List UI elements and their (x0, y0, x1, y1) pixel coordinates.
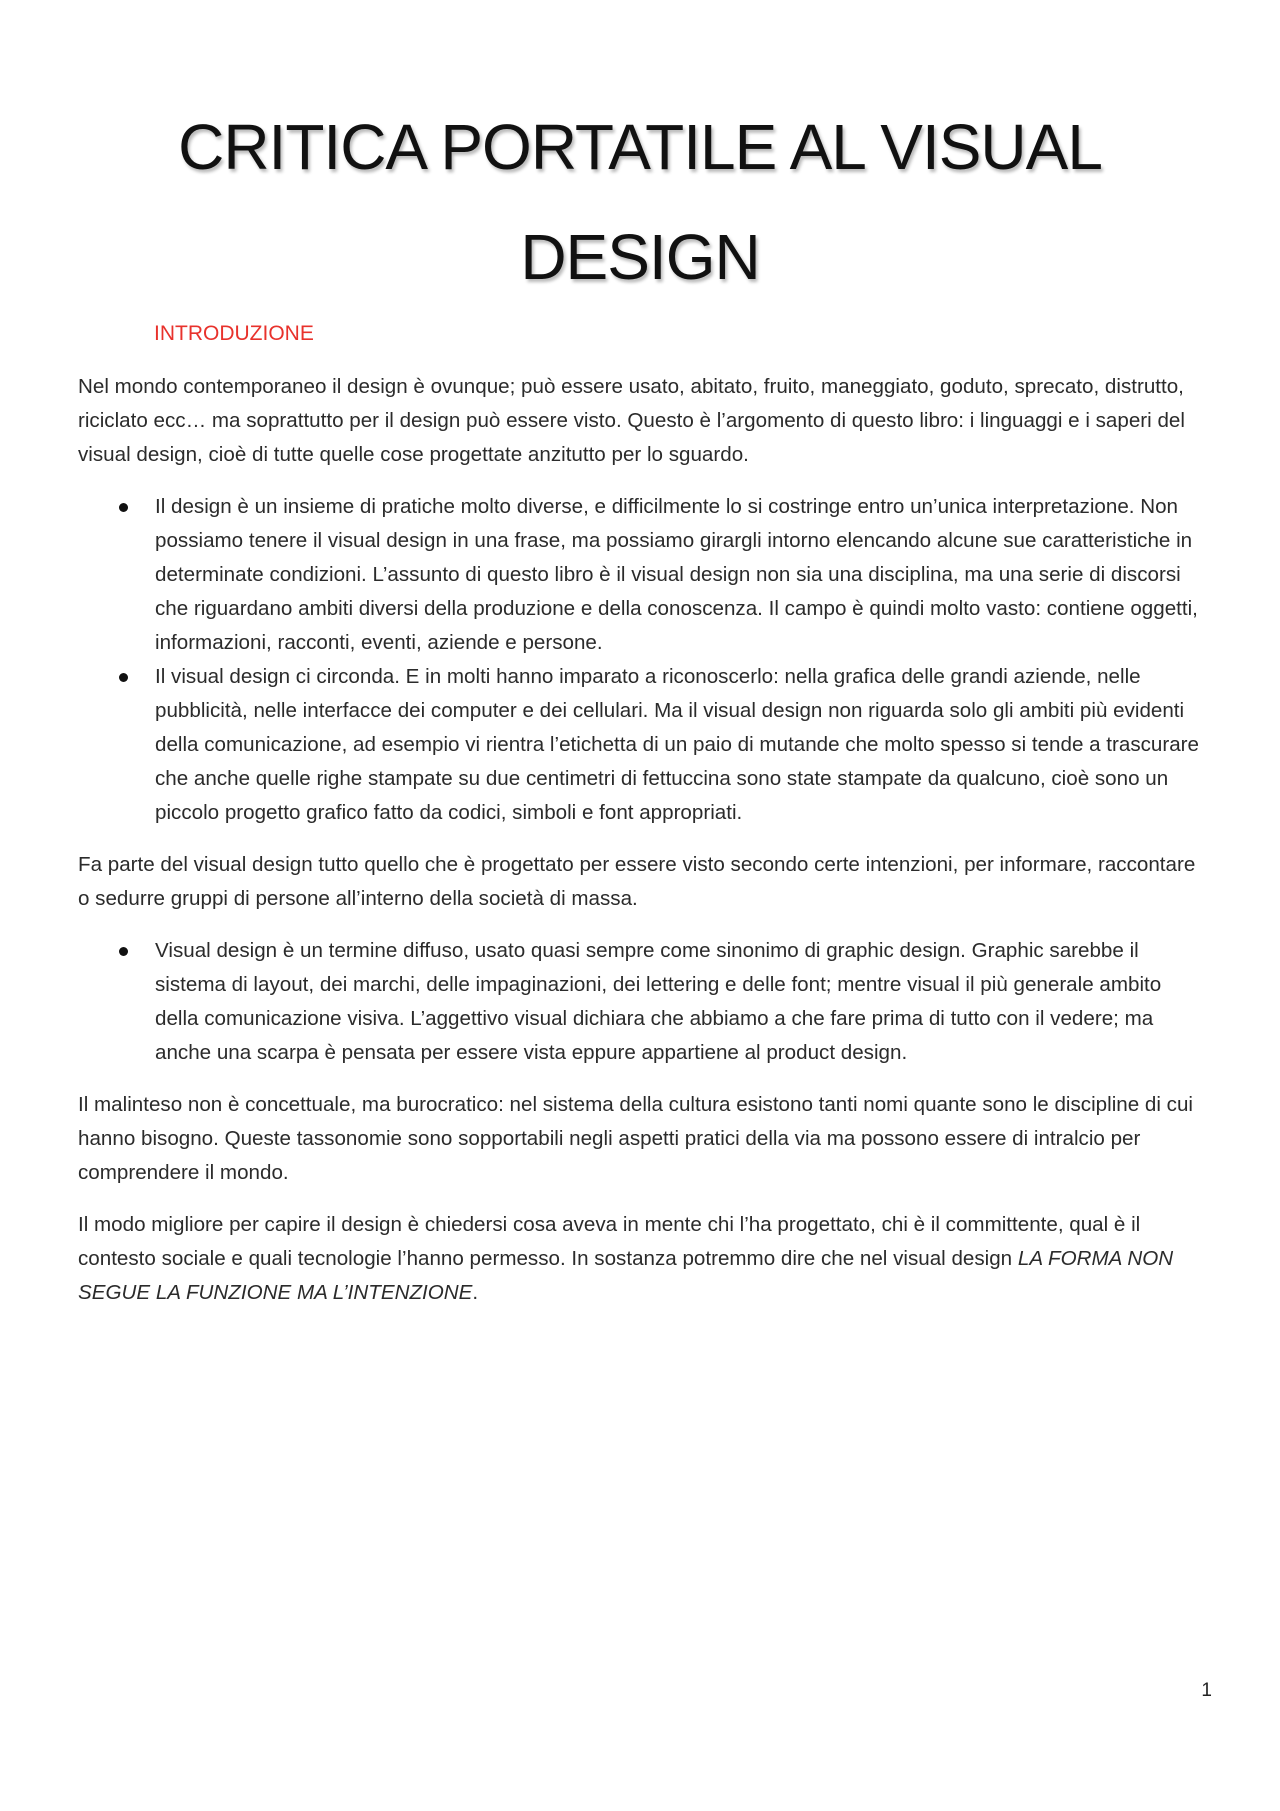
title-line-1: CRITICA PORTATILE AL VISUAL (178, 111, 1102, 183)
paragraph-1: Nel mondo contemporaneo il design è ovunque; può essere usato, abitato, fruito, maneggiato, goduto, sprecato, distrutto, riciclato ecc… ma soprattutto per il design può essere visto. Questo è l’argomento di questo libro: i linguaggi e i saperi del visual design, cioè di tutte quelle cose progettate anzitutto per lo sguardo. (78, 375, 1185, 466)
paragraph-4 (78, 1208, 1208, 1310)
paragraph-3: Il malinteso non è concettuale, ma burocratico: nel sistema della cultura esistono tanti nomi quante sono le discipline di cui hanno bisogno. Queste tassonomie sono sopportabili negli aspetti pratici della via ma possono essere di intralcio per comprendere il mondo. (78, 1093, 1193, 1184)
bullet-item-3: Visual design è un termine diffuso, usato quasi sempre come sinonimo di graphic design. Graphic sarebbe il sistema di layout, dei marchi, delle impaginazioni, dei lettering e delle font; mentre visual il più generale ambito della comunicazione visiva. L’aggettivo visual dichiara che abbiamo a che fare prima di tutto con il vedere; ma anche una scarpa è pensata per essere vista eppure appartiene al product design. (155, 934, 1208, 1070)
bullet-item-2: Il visual design ci circonda. E in molti hanno imparato a riconoscerlo: nella grafica delle grandi aziende, nelle pubblicità, nelle interfacce dei computer e dei cellulari. Ma il visual design non riguarda solo gli ambiti più evidenti della comunicazione, ad esempio vi rientra l’etichetta di un paio di mutande che molto spesso si tende a trascurare che anche quelle righe stampate su due centimetri di fettuccina sono state stampate da qualcuno, cioè sono un piccolo progetto grafico fatto da codici, simboli e font appropriati. (155, 660, 1208, 830)
page-number: 1 (1201, 1680, 1212, 1701)
document-title (100, 92, 1180, 312)
bullet-list-1 (78, 490, 1208, 830)
paragraph-4-emphasis: LA FORMA NON SEGUE LA FUNZIONE MA L’INTENZIONE (78, 1247, 1174, 1304)
title-line-2: DESIGN (520, 221, 760, 293)
bullet-item-1: Il design è un insieme di pratiche molto diverse, e difficilmente lo si costringe entro un’unica interpretazione. Non possiamo tenere il visual design in una frase, ma possiamo girargli intorno elencando alcune sue caratteristiche in determinate condizioni. L’assunto di questo libro è il visual design non sia una disciplina, ma una serie di discorsi che riguardano ambiti diversi della produzione e della conoscenza. Il campo è quindi molto vasto: contiene oggetti, informazioni, racconti, eventi, aziende e persone. (155, 490, 1208, 660)
bullet-list-2 (78, 934, 1208, 1070)
paragraph-4-end: . (472, 1281, 479, 1304)
paragraph-2: Fa parte del visual design tutto quello che è progettato per essere visto secondo certe intenzioni, per informare, raccontare o sedurre gruppi di persone all’interno della società di massa. (78, 853, 1196, 910)
paragraph-4-text: Il modo migliore per capire il design è chiedersi cosa aveva in mente chi l’ha progettato, chi è il committente, qual è il contesto sociale e quali tecnologie l’hanno permesso. In sostanza potremmo dire che nel visual design (78, 1213, 1141, 1270)
document-body (78, 370, 1208, 1328)
section-heading-introduzione: INTRODUZIONE (154, 322, 314, 345)
